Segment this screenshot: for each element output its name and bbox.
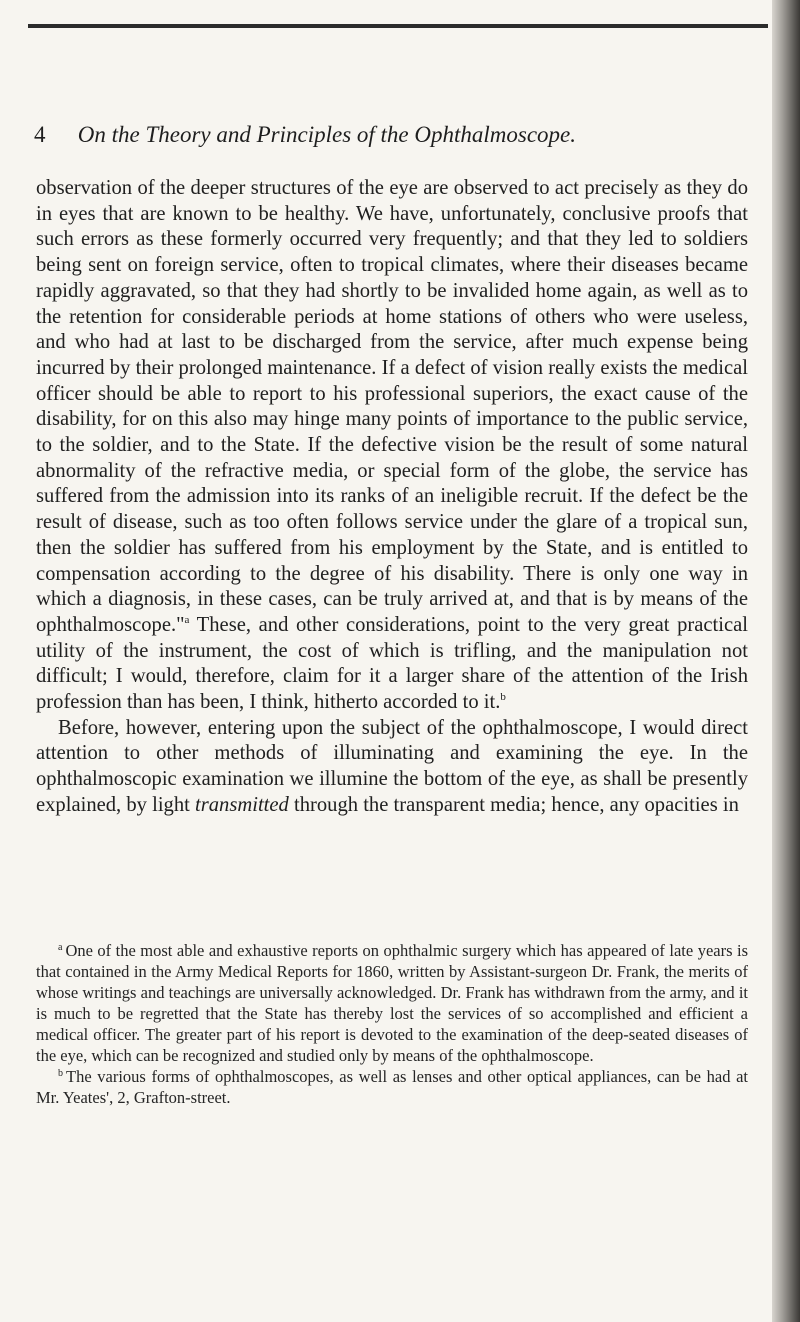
page-edge-shadow	[772, 0, 800, 1322]
footnote-a-mark: a	[58, 941, 63, 953]
page-number: 4	[34, 122, 46, 147]
paragraph-1-text-b: These, and other considerations, point to the very great practical utility of the instrument, the cost of which is trifling, and the manipulation not difficult; I would, therefore, claim for it a larger share of the attention of the Irish profession than has been, I think, hitherto accorded to it.	[36, 613, 748, 714]
paragraph-2-emphasis: transmitted	[195, 793, 289, 816]
footnote-ref-b: b	[500, 691, 506, 704]
paragraph-2	[36, 716, 748, 819]
footnote-a-text: One of the most able and exhaustive reports on ophthalmic surgery which has appeared of late years is that contained in the Army Medical Reports for 1860, written by Assistant-surgeon Dr. Frank, the merits of whose writings and teachings are universally acknowledged. Dr. Frank has withdrawn from the army, and it is much to be regretted that the State has thereby lost the services of so accomplished and efficient a medical officer. The greater part of his report is devoted to the examination of the deep-seated diseases of the eye, which can be recognized and studied only by means of the ophthalmoscope.	[36, 941, 748, 1065]
footnote-b	[36, 1066, 748, 1108]
footnote-b-text: The various forms of ophthalmoscopes, as well as lenses and other optical appliances, can be had at Mr. Yeates', 2, Grafton-street.	[36, 1067, 748, 1107]
footnotes	[36, 940, 748, 1108]
main-text	[36, 176, 748, 819]
paragraph-2-text-b: through the transparent media; hence, any opacities in	[288, 793, 739, 816]
running-header	[34, 122, 754, 148]
footnote-a	[36, 940, 748, 1066]
top-rule	[28, 24, 768, 28]
running-title: On the Theory and Principles of the Ophthalmoscope.	[77, 122, 577, 147]
paragraph-1-text-a: observation of the deeper structures of the eye are observed to act precisely as they do in eyes that are known to be healthy. We have, unfortunately, conclusive proofs that such errors as these formerly occurred very frequently; and that they led to soldiers being sent on foreign service, often to tropical climates, where their diseases became rapidly aggravated, so that they had shortly to be invalided home again, as well as to the retention for considerable periods at home stations of others who were useless, and who had at last to be discharged from the service, after much expense being incurred by their prolonged maintenance. If a defect of vision really exists the medical officer should be able to report to his professional superiors, the exact cause of the disability, for on this also may hinge many points of importance to the public service, to the soldier, and to the State. If the defective vision be the result of some natural abnormality of the refractive media, or special form of the globe, the service has suffered from the admission into its ranks of an ineligible recruit. If the defect be the result of disease, such as too often follows service under the glare of a tropical sun, then the soldier has suffered from his employment by the State, and is entitled to compensation according to the degree of his disability. There is only one way in which a diagnosis, in these cases, can be truly arrived at, and that is by means of the ophthalmoscope."	[36, 177, 748, 636]
footnote-b-mark: b	[58, 1067, 63, 1079]
paragraph-1	[36, 176, 748, 716]
paragraph-2-text-a: Before, however, entering upon the subject of the ophthalmoscope, I would direct attention to other methods of illuminating and examining the eye. In the ophthalmoscopic examination we illumine the bottom of the eye, as shall be presently explained, by light	[36, 716, 748, 816]
footnote-ref-a: a	[184, 614, 190, 627]
